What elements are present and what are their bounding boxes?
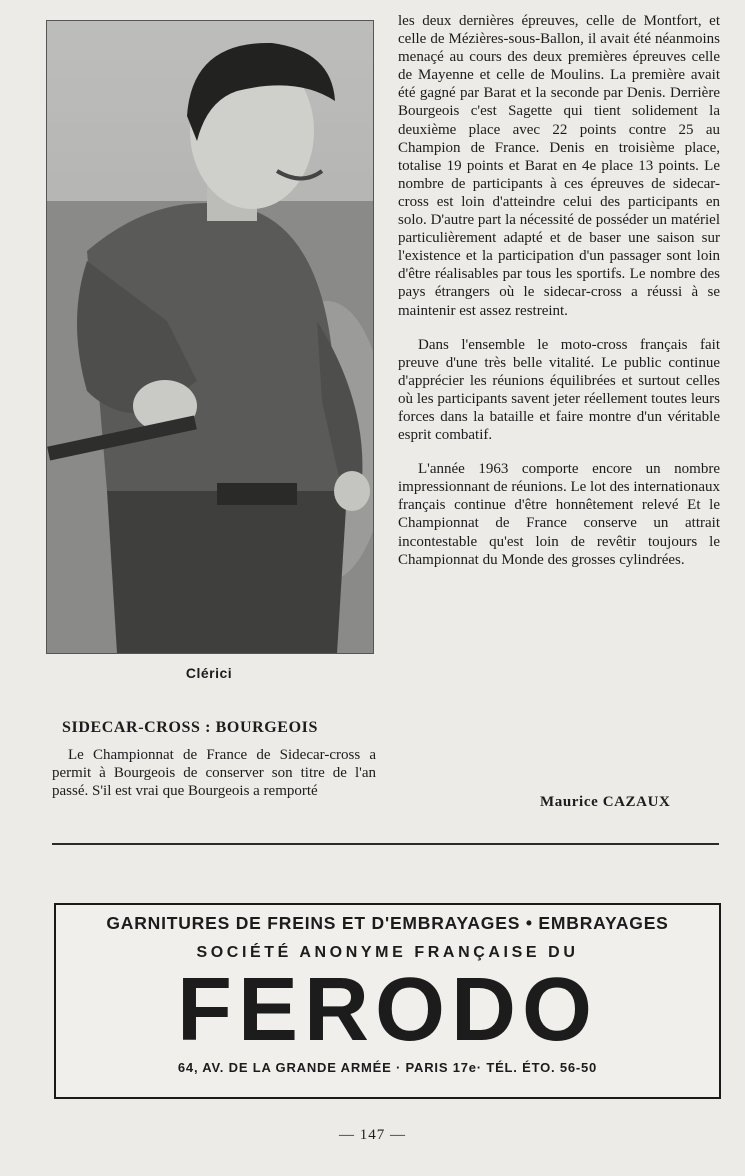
rider-photo-illustration [47,21,373,653]
right-column [398,12,720,585]
ad-product-line: GARNITURES DE FREINS ET D'EMBRAYAGES • EMBRAYAGES [106,913,669,933]
ferodo-advertisement [54,903,721,1099]
section-headline: SIDECAR-CROSS : BOURGEOIS [62,719,318,736]
right-column-paragraph-3: L'année 1963 comporte encore un nombre impressionnant de réunions. Le lot des internationaux français continue d'être honnêtement relevé Et le Championnat de France conserve un attrait incontestable qu'est loin de revêtir toujours le Championnat du Monde des grosses cylindrées. [398,461,721,568]
ad-company-line: SOCIÉTÉ ANONYME FRANÇAISE DU [196,944,579,961]
right-column-paragraph-2: Dans l'ensemble le moto-cross français fait preuve d'une très belle vitalité. Le public continue d'apprécier les réunions équilibrées et surtout celles où les participants savent jeter réellement toutes leurs forces dans la bataille et faire montre d'un véritable esprit combatif. [398,336,720,444]
ad-brand-logo: FERODO [176,960,598,1060]
rider-photo [46,20,374,654]
left-column-paragraph: Le Championnat de France de Sidecar-cross a permit à Bourgeois de conserver son titre de l'an passé. S'il est vrai que Bourgeois a remporté [52,747,376,800]
ad-address: 64, AV. DE LA GRANDE ARMÉE · PARIS 17e· TÉL. ÉTO. 56-50 [177,1060,598,1075]
page-number: — 147 — [339,1127,406,1143]
right-column-paragraph-1: les deux dernières épreuves, celle de Montfort, et celle de Mézières-sous-Ballon, il avait été néanmoins menaçé au cours des deux premières épreuves celle de Mayenne et celle de Moulins. La première avait été gagné par Barat et la seconde par Denis. Derrière Bourgeois c'est Sagette qui tient solidement la deuxième place avec 22 points contre 25 au Champion de France. Denis en troisième place, totalise 19 points et Barat en 4e place 13 points. Le nombre de participants à ces épreuves de sidecar-cross est loin d'atteindre celui des participants en solo. D'autre part la nécessité de posséder un matériel particulièrement adapté et de baser une saison sur l'existence et la participation d'un passager sont loin d'être réalisables par tous les sportifs. Le nombre des pays étrangers où le sidecar-cross a réussi à se maintenir est assez restreint. [398,13,720,319]
photo-caption: Clérici [185,665,233,681]
author-signature: Maurice CAZAUX [540,794,671,810]
section-divider [52,843,719,845]
